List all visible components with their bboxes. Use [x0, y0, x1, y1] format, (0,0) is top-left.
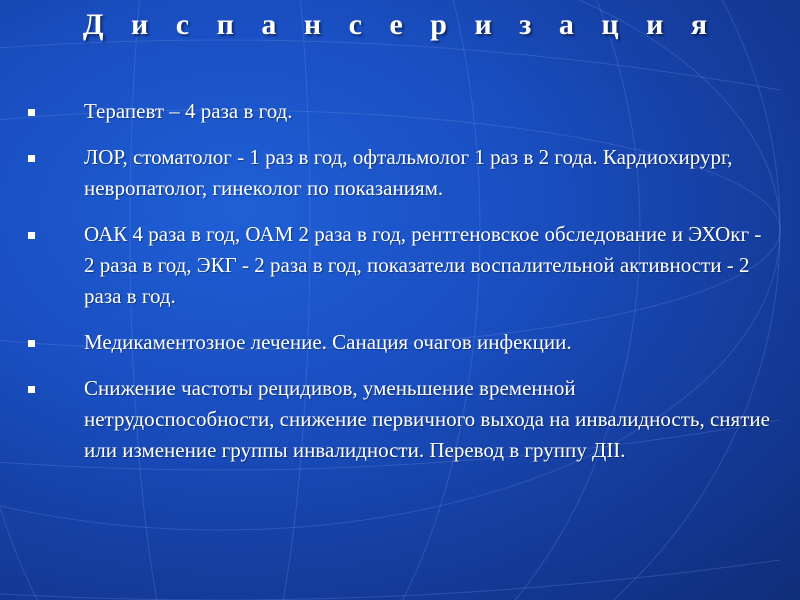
square-bullet-icon	[28, 155, 35, 162]
list-item	[0, 327, 800, 358]
square-bullet-icon	[28, 386, 35, 393]
list-item-text: Снижение частоты рецидивов, уменьшение временной нетрудоспособности, снижение первичного выхода на инвалидность, снятие или изменение группы инвалидности. Перевод в группу ДII.	[84, 376, 770, 462]
bullet-list	[0, 96, 800, 481]
list-item-text: Терапевт – 4 раза в год.	[84, 99, 293, 123]
list-item-text: ЛОР, стоматолог - 1 раз в год, офтальмолог 1 раз в 2 года. Кардиохирург, невропатолог, гинеколог по показаниям.	[84, 145, 733, 200]
list-item	[0, 96, 800, 127]
square-bullet-icon	[28, 232, 35, 239]
square-bullet-icon	[28, 340, 35, 347]
list-item-text: Медикаментозное лечение. Санация очагов инфекции.	[84, 330, 572, 354]
list-item-text: ОАК 4 раза в год, ОАМ 2 раза в год, рентгеновское обследование и ЭХОкг - 2 раза в год, ЭКГ - 2 раза в год, показатели воспалительной активности - 2 раза в год.	[84, 222, 762, 308]
slide-title: Д и с п а н с е р и з а ц и я	[82, 8, 718, 41]
list-item	[0, 142, 800, 204]
list-item	[0, 219, 800, 312]
square-bullet-icon	[28, 109, 35, 116]
list-item	[0, 373, 800, 466]
